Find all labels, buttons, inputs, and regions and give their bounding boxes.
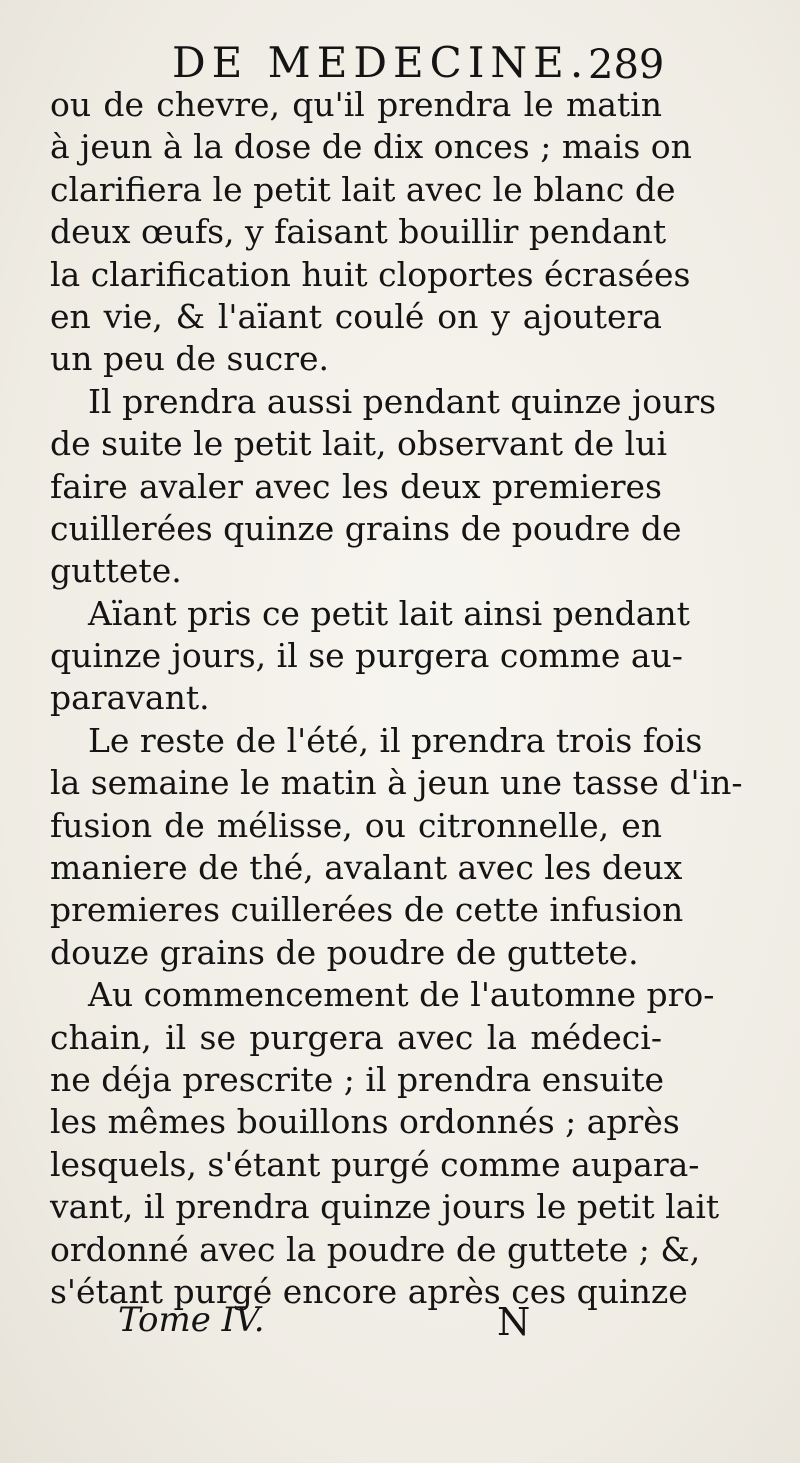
paragraph xyxy=(50,381,717,593)
text-line: Au commencement de l'automne pro- xyxy=(88,975,715,1015)
text-line: fusion de mélisse, ou citronnelle, en xyxy=(50,805,662,845)
text-line: Le reste de l'été, il prendra trois fois xyxy=(88,720,703,760)
text-line: deux œufs, y faisant bouillir pendant xyxy=(50,212,667,252)
text-line: ordonné avec la poudre de guttete ; &, xyxy=(50,1229,701,1269)
text-line: les mêmes bouillons ordonnés ; après xyxy=(50,1102,680,1142)
text-line: paravant. xyxy=(50,678,210,718)
text-line: faire avaler avec les deux premieres xyxy=(50,466,662,506)
text-line: lesquels, s'étant purgé comme aupara- xyxy=(50,1144,700,1184)
text-line: de suite le petit lait, observant de lui xyxy=(50,424,668,464)
text-line: la clarification huit cloportes écrasées xyxy=(50,254,691,294)
text-body xyxy=(50,84,743,1313)
text-line: clarifiera le petit lait avec le blanc de xyxy=(50,169,676,209)
text-line: s'étant purgé encore après ces quinze xyxy=(50,1271,688,1311)
text-line: la semaine le matin à jeun une tasse d'in- xyxy=(50,763,743,803)
text-line: premieres cuillerées de cette infusion xyxy=(50,890,684,930)
text-line: un peu de sucre. xyxy=(50,339,330,379)
volume-label: Tome IV. xyxy=(118,1300,265,1340)
text-line: ou de chevre, qu'il prendra le matin xyxy=(50,85,662,124)
text-line: en vie, & l'aïant coulé on y ajoutera xyxy=(50,296,662,336)
text-line: maniere de thé, avalant avec les deux xyxy=(50,848,683,888)
text-line: ne déja prescrite ; il prendra ensuite xyxy=(50,1059,665,1099)
text-line: à jeun à la dose de dix onces ; mais on xyxy=(50,127,692,167)
text-line: cuillerées quinze grains de poudre de xyxy=(50,508,682,548)
page-footer xyxy=(0,1300,800,1360)
paragraph xyxy=(50,593,690,720)
text-line: douze grains de poudre de guttete. xyxy=(50,932,639,972)
paragraph xyxy=(50,84,692,381)
text-line: vant, il prendra quinze jours le petit lait xyxy=(50,1187,720,1227)
paragraph xyxy=(50,974,720,1313)
page-number: 289 xyxy=(588,42,665,88)
text-line: guttete. xyxy=(50,551,182,591)
text-line: chain, il se purgera avec la médeci- xyxy=(50,1017,662,1057)
text-line: Aïant pris ce petit lait ainsi pendant xyxy=(88,593,690,633)
text-line: quinze jours, il se purgera comme au- xyxy=(50,636,683,676)
signature-mark: N xyxy=(497,1300,531,1344)
paragraph xyxy=(50,720,743,974)
running-title: DE MEDECINE. xyxy=(172,38,590,87)
text-line: Il prendra aussi pendant quinze jours xyxy=(88,381,717,421)
